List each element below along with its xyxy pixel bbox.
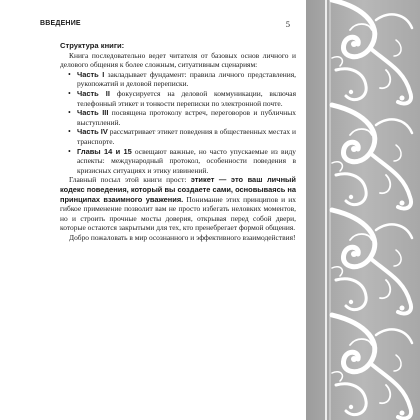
list-item-text: освещают важные, но часто упускаемые из виду аспекты: международный протокол, особенности поведения в кризисных ситуациях и этику извинений. xyxy=(77,146,296,175)
list-item-text: посвящена протоколу встреч, переговоров и публичных выступлений. xyxy=(77,108,296,127)
list-item xyxy=(68,70,296,89)
section-heading: Структура книги: xyxy=(60,41,125,50)
baroque-scroll-icon xyxy=(306,0,420,420)
main-idea-rest: Понимание этих принципов и их гибкое применение позволит вам не просто избегать неловких моментов, но и строить прочные мосты доверия, открывая перед собой двери, которые остаются закрытыми для тех, кто пренебрегает формой общения. xyxy=(60,194,296,233)
list-item-text: фокусируется на деловой коммуникации, включая телефонный этикет и тонкости переписки по электронной почте. xyxy=(77,88,296,108)
list-item-lead: Часть II xyxy=(77,88,110,98)
list-item xyxy=(68,108,296,127)
list-item xyxy=(68,147,296,176)
list-item xyxy=(68,127,296,146)
intro-paragraph: Книга последовательно ведет читателя от базовых основ личного и делового общения к более сложным, ситуативным сценариям: xyxy=(60,50,296,70)
list-item-lead: Часть I xyxy=(77,69,105,79)
main-text-column xyxy=(60,41,296,242)
list-item-text: закладывает фундамент: правила личного представления, рукопожатий и деловой переписки. xyxy=(77,69,296,89)
main-idea-paragraph xyxy=(60,175,296,233)
list-item-lead: Часть III xyxy=(77,108,109,118)
section-label: ВВЕДЕНИЕ xyxy=(40,20,81,27)
parts-list xyxy=(60,70,296,176)
list-item-text: рассматривает этикет поведения в общественных местах и транспорте. xyxy=(77,127,297,146)
list-item-lead: Главы 14 и 15 xyxy=(77,146,132,156)
list-item-lead: Часть IV xyxy=(77,127,108,137)
closing-paragraph: Добро пожаловать в мир осознанного и эффективного взаимодействия! xyxy=(69,232,296,242)
page-number: 5 xyxy=(285,19,290,29)
main-idea-intro: Главный посыл этой книги прост: xyxy=(69,175,191,185)
decorative-border xyxy=(306,0,420,420)
running-header xyxy=(40,20,290,34)
main-idea-bold: этикет — это ваш личный кодекс поведения, который вы создаете сами, основываясь на принципах взаимного уважения. xyxy=(60,175,296,204)
list-item xyxy=(68,89,296,108)
